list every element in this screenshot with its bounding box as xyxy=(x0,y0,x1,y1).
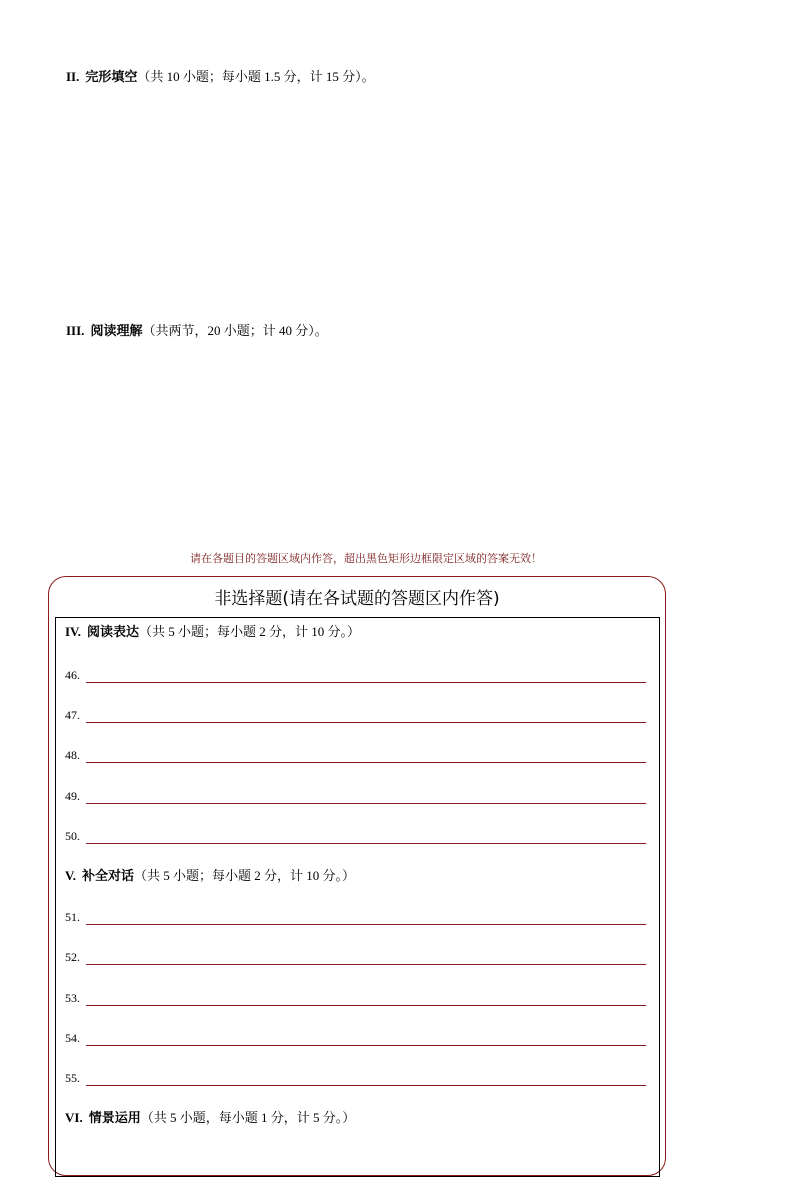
frame-title: 非选择题(请在各试题的答题区内作答) xyxy=(214,589,500,609)
answer-line[interactable] xyxy=(86,1005,646,1006)
answer-row-49[interactable] xyxy=(65,786,646,804)
answer-row-51[interactable] xyxy=(65,907,646,925)
answer-line[interactable] xyxy=(86,803,646,804)
answer-box xyxy=(55,617,660,1177)
section-number: II. xyxy=(66,69,80,84)
section-detail: （共 5 小题，每小题 1 分，计 5 分。） xyxy=(140,1110,356,1125)
question-number: 52. xyxy=(65,950,80,964)
section-title: 补全对话 xyxy=(81,868,134,883)
section-heading-situation xyxy=(65,1110,355,1126)
answer-line[interactable] xyxy=(86,682,646,683)
section-heading-reading xyxy=(66,323,328,339)
question-number: 54. xyxy=(65,1031,80,1045)
question-number: 48. xyxy=(65,748,80,762)
answer-row-53[interactable] xyxy=(65,988,646,1006)
section-heading-cloze xyxy=(66,69,375,85)
section-title: 阅读理解 xyxy=(90,323,143,338)
answer-line[interactable] xyxy=(86,722,646,723)
question-number: 49. xyxy=(65,789,80,803)
section-detail: （共 5 小题；每小题 2 分，计 10 分。） xyxy=(139,624,361,639)
answer-row-55[interactable] xyxy=(65,1068,646,1086)
answer-row-52[interactable] xyxy=(65,947,646,965)
section-title: 完形填空 xyxy=(85,69,138,84)
section-number: IV. xyxy=(65,624,82,639)
answer-row-54[interactable] xyxy=(65,1028,646,1046)
question-number: 46. xyxy=(65,668,80,682)
section-heading-reading-expression xyxy=(65,624,360,640)
answer-line[interactable] xyxy=(86,964,646,965)
answer-line[interactable] xyxy=(86,924,646,925)
answer-row-46[interactable] xyxy=(65,665,646,683)
section-detail: （共 5 小题；每小题 2 分，计 10 分。） xyxy=(133,868,355,883)
question-number: 53. xyxy=(65,991,80,1005)
answer-row-47[interactable] xyxy=(65,705,646,723)
answer-line[interactable] xyxy=(86,762,646,763)
section-title: 阅读表达 xyxy=(87,624,140,639)
answer-line[interactable] xyxy=(86,1045,646,1046)
section-heading-dialogue xyxy=(65,868,355,884)
answer-line[interactable] xyxy=(86,1085,646,1086)
section-number: V. xyxy=(65,868,76,883)
question-number: 47. xyxy=(65,708,80,722)
answer-row-48[interactable] xyxy=(65,745,646,763)
answer-line[interactable] xyxy=(86,843,646,844)
section-title: 情景运用 xyxy=(88,1110,141,1125)
question-number: 50. xyxy=(65,829,80,843)
answer-area-notice: 请在各题目的答题区域内作答，超出黑色矩形边框限定区域的答案无效！ xyxy=(190,552,542,565)
question-number: 55. xyxy=(65,1071,80,1085)
section-detail: （共 10 小题；每小题 1.5 分，计 15 分）。 xyxy=(137,69,375,84)
section-number: III. xyxy=(66,323,85,338)
section-detail: （共两节，20 小题；计 40 分）。 xyxy=(142,323,328,338)
answer-row-50[interactable] xyxy=(65,826,646,844)
section-number: VI. xyxy=(65,1110,83,1125)
question-number: 51. xyxy=(65,910,80,924)
